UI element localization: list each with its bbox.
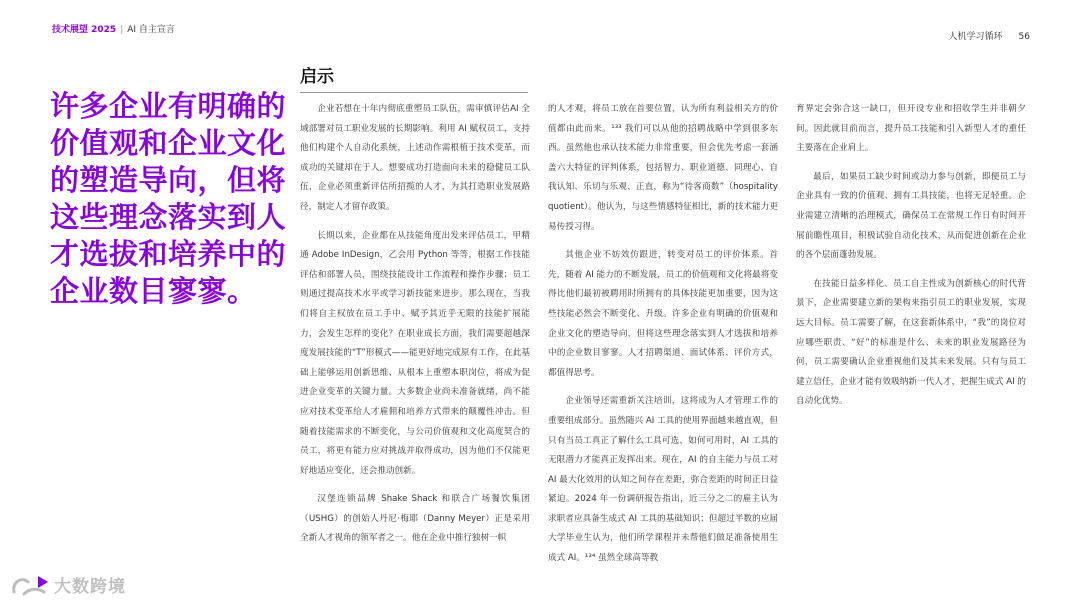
page-number: 56: [1018, 32, 1030, 42]
paragraph: 最后，如果员工缺少时间或动力参与创新，即便员工与企业具有一致的价值观、拥有工具技能，也将无足轻重。企业需建立清晰的治理模式，确保员工在常规工作日有时间开展前瞻性项目，积极试验自动化技术，从而促进创新在企业的各个层面蓬勃发展。: [796, 171, 1026, 261]
paragraph: 的人才观，将员工放在首要位置，认为所有利益相关方的价值都由此而来。¹³³ 我们可以从他的招聘战略中学到很多东西。虽然他也承认技术能力非常重要，但会优先考虑一套涵盖六大特征的评判体系，包括智力、职业道德、同理心、自我认知、乐切与乐观、正直，称为“待客商数”（hospitality quotient）。他认为，与这些情感特征相比，新的技术能力更易传授习得。: [548, 104, 778, 232]
pull-quote: 许多企业有明确的价值观和企业文化的塑造导向，但将这些理念落实到人才选拔和培养中的企业数目寥寥。: [50, 89, 287, 308]
report-subtitle: AI 自主宣言: [127, 25, 175, 35]
text-column-1: [300, 100, 530, 549]
paragraph: 长期以来，企业都在从技能角度出发来评估员工，甲精通 Adobe InDesign，乙会用 Python 等等，根据工作技能评估和部署人员，围绕技能设计工作流程和操作步骤；员工则通过提高技术水平或学习新技能来进步。那么现在，当我们将自主权放在员工手中、赋予其近乎无限的技能扩展能力，会发生怎样的变化？在职业成长方面，我们需要超越深度发展技能的“T”形模式——能更好地完成原有工作，在此基础上能够运用创新思维、从根本上重塑本职岗位，将成为促进企业变革的关键力量。大多数企业尚未准备就绪，尚不能应对技术变革给人才雇佣和培养方式带来的颠覆性冲击。但随着技能需求的不断变化，与公司价值观和文化高度契合的员工，将更有能力应对挑战并取得成功，因为他们不仅能更好地适应变化，还会推动创新。: [300, 230, 530, 476]
header-separator: |: [120, 25, 124, 35]
header-left: [52, 22, 175, 35]
paragraph: 在技能日益多样化、员工自主性成为创新核心的时代背景下，企业需要建立新的架构来指引员工的职业发展，实现远大目标。员工需要了解，在这套新体系中，“我”的岗位对应哪些职责、“好”的标准是什么、未来的职业发展路径为何，员工需要确认企业重视他们及其未来发展。只有与员工建立信任，企业才能有效吸纳新一代人才，把握生成式 AI 的自动化优势。: [796, 278, 1026, 407]
logo-mark-icon: [10, 570, 52, 598]
header-right: [949, 29, 1030, 42]
chapter-title: 人机学习循环: [948, 32, 1003, 42]
watermark-logo: [10, 570, 126, 598]
section-title: 启示: [300, 67, 334, 87]
text-column-3: [796, 100, 1026, 412]
text-column-2: [548, 100, 778, 569]
report-brand: 技术展望 2025: [52, 25, 117, 35]
paragraph: 企业领导还需重新关注培训，这将成为人才管理工作的重要组成部分。虽然随兴 AI 工具的使用界面越来越直观，但只有当员工真正了解什么工具可选、如何可用时，AI 工具的无限潜力才能真正发挥出来。现在，AI 的自主能力与员工对 AI 最大化效用的认知之间存在差距，弥合差距的时间正日益紧迫。2024 年一份调研报告指出，近三分之二的雇主认为求职者应具备生成式 AI 工具的基础知识；但超过半数的应届大学毕业生认为，他们所学课程并未帮他们做足准备使用生成式 AI。¹³⁴ 虽然全球高等教: [548, 396, 778, 564]
paragraph: 其他企业不妨效仿跟进，转变对员工的评价体系。首先，随着 AI 能力的不断发展，员工的价值观和文化将最将变得比他们最初被聘用时所拥有的具体技能更加重要，因为这些技能必然会不断变化、升级。许多企业有明确的价值观和企业文化的塑造导向，但将这些理念落实到人才选拔和培养中的企业数目寥寥。人才招聘渠道、面试体系、评价方式，都值得思考。: [548, 250, 778, 378]
title-divider: [300, 92, 528, 93]
paragraph: 企业若想在十年内彻底重塑员工队伍，需审慎评估AI 全域部署对员工职业发展的长期影响。利用 AI 赋权员工，支持他们构建个人自动化系统，上述动作需根植于技术变革，而成功的关键却在于人。想要成功打造面向未来的稳健员工队伍，企业必须重新评估所招揽的人才，为其打造职业发展路径，制定人才留存政策。: [300, 104, 530, 212]
logo-text: 大数跨境: [54, 576, 126, 597]
paragraph: 汉堡连锁品牌 Shake Shack 和联合广场餐饮集团（USHG）的创始人丹尼·梅耶（Danny Meyer）正是采用全新人才视角的领军者之一。他在企业中推行独树一帜: [300, 494, 530, 544]
paragraph: 育界定会弥合这一缺口，但开设专业和招收学生并非朝夕间。因此就目前而言，提升员工技能和引入新型人才的重任主要落在企业肩上。: [796, 104, 1026, 154]
